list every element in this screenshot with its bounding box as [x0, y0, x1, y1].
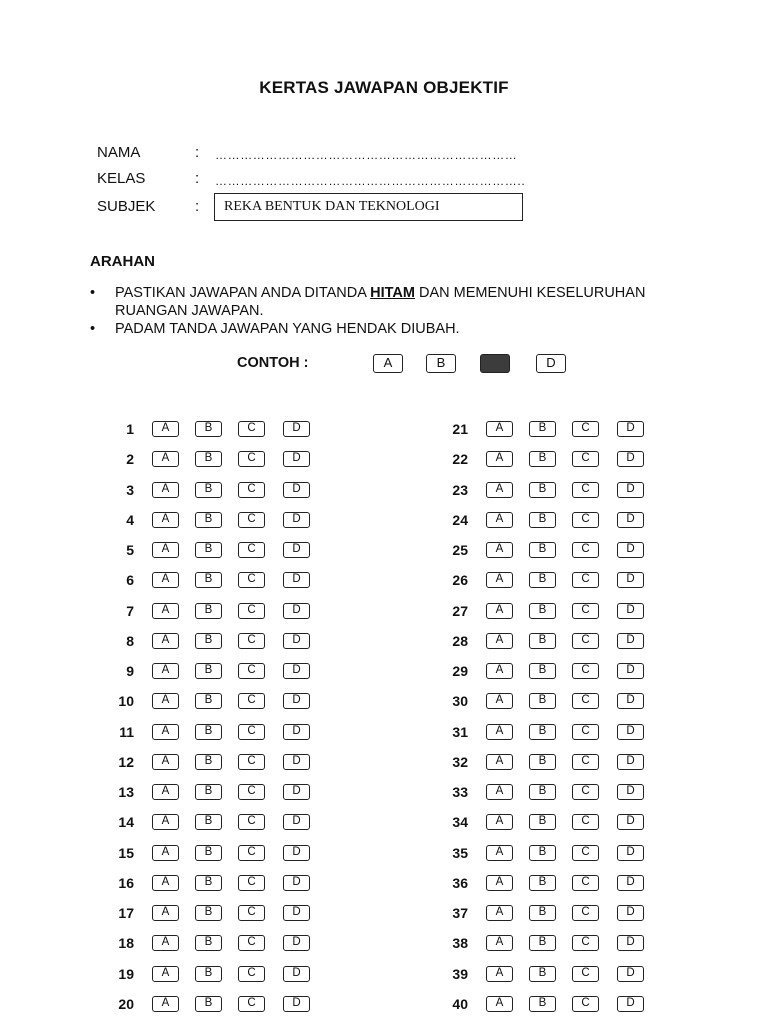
- answer-option-a[interactable]: A: [486, 724, 513, 740]
- question-number: 1: [126, 421, 134, 437]
- answer-option-d[interactable]: D: [617, 905, 644, 921]
- answer-option-c[interactable]: C: [238, 542, 265, 558]
- answer-option-b[interactable]: B: [529, 966, 556, 982]
- question-number: 4: [126, 512, 134, 528]
- answer-option-d[interactable]: D: [283, 451, 310, 467]
- answer-option-d[interactable]: D: [617, 572, 644, 588]
- answer-option-a[interactable]: A: [152, 633, 179, 649]
- answer-option-b[interactable]: B: [529, 482, 556, 498]
- answer-option-a[interactable]: A: [152, 482, 179, 498]
- answer-option-c[interactable]: C: [572, 784, 599, 800]
- example-option-c: [480, 354, 510, 373]
- answer-option-c[interactable]: C: [238, 482, 265, 498]
- answer-option-c[interactable]: C: [572, 603, 599, 619]
- example-option-b: B: [426, 354, 456, 373]
- answer-option-a[interactable]: A: [152, 542, 179, 558]
- kelas-colon: :: [195, 170, 200, 187]
- answer-option-c[interactable]: C: [238, 966, 265, 982]
- example-option-d: D: [536, 354, 566, 373]
- answer-option-b[interactable]: B: [529, 905, 556, 921]
- answer-option-c[interactable]: C: [238, 935, 265, 951]
- answer-option-b[interactable]: B: [529, 845, 556, 861]
- answer-option-c[interactable]: C: [238, 996, 265, 1012]
- answer-option-d[interactable]: D: [617, 482, 644, 498]
- answer-option-d[interactable]: D: [283, 784, 310, 800]
- answer-option-d[interactable]: D: [283, 875, 310, 891]
- answer-option-c[interactable]: C: [238, 633, 265, 649]
- answer-option-b[interactable]: B: [195, 482, 222, 498]
- answer-option-d[interactable]: D: [617, 875, 644, 891]
- answer-option-b[interactable]: B: [195, 633, 222, 649]
- answer-option-d[interactable]: D: [617, 633, 644, 649]
- answer-option-a[interactable]: A: [486, 633, 513, 649]
- answer-option-c[interactable]: C: [238, 603, 265, 619]
- arahan-heading: ARAHAN: [90, 253, 155, 270]
- question-number: 30: [452, 693, 468, 709]
- question-number: 12: [118, 754, 134, 770]
- answer-option-a[interactable]: A: [152, 572, 179, 588]
- answer-option-a[interactable]: A: [152, 421, 179, 437]
- answer-option-a[interactable]: A: [152, 935, 179, 951]
- nama-label: NAMA: [97, 144, 141, 161]
- answer-option-c[interactable]: C: [238, 905, 265, 921]
- answer-option-b[interactable]: B: [529, 421, 556, 437]
- answer-option-b[interactable]: B: [195, 572, 222, 588]
- answer-option-a[interactable]: A: [152, 875, 179, 891]
- question-number: 10: [118, 693, 134, 709]
- answer-option-c[interactable]: C: [572, 451, 599, 467]
- answer-option-b[interactable]: B: [195, 663, 222, 679]
- answer-option-b[interactable]: B: [529, 875, 556, 891]
- question-number: 26: [452, 572, 468, 588]
- instruction-text: PASTIKAN JAWAPAN ANDA DITANDA: [115, 285, 371, 301]
- question-number: 34: [452, 814, 468, 830]
- answer-option-b[interactable]: B: [195, 845, 222, 861]
- answer-option-d[interactable]: D: [283, 724, 310, 740]
- question-number: 7: [126, 603, 134, 619]
- answer-option-d[interactable]: D: [617, 421, 644, 437]
- answer-option-b[interactable]: B: [529, 663, 556, 679]
- instruction-text: PADAM TANDA JAWAPAN YANG HENDAK DIUBAH.: [115, 321, 460, 337]
- answer-option-c[interactable]: C: [238, 875, 265, 891]
- answer-option-c[interactable]: C: [572, 542, 599, 558]
- answer-option-d[interactable]: D: [283, 482, 310, 498]
- example-option-a: A: [373, 354, 403, 373]
- answer-option-a[interactable]: A: [152, 603, 179, 619]
- answer-option-c[interactable]: C: [572, 845, 599, 861]
- answer-option-d[interactable]: D: [283, 814, 310, 830]
- answer-option-c[interactable]: C: [238, 572, 265, 588]
- question-number: 5: [126, 542, 134, 558]
- answer-option-b[interactable]: B: [529, 572, 556, 588]
- answer-option-d[interactable]: D: [617, 935, 644, 951]
- answer-option-a[interactable]: A: [152, 693, 179, 709]
- answer-option-a[interactable]: A: [486, 784, 513, 800]
- answer-option-a[interactable]: A: [152, 451, 179, 467]
- answer-option-c[interactable]: C: [572, 572, 599, 588]
- question-number: 25: [452, 542, 468, 558]
- answer-option-a[interactable]: A: [486, 421, 513, 437]
- question-number: 22: [452, 451, 468, 467]
- answer-option-d[interactable]: D: [283, 754, 310, 770]
- answer-option-a[interactable]: A: [486, 451, 513, 467]
- bullet: •: [90, 321, 96, 337]
- answer-option-b[interactable]: B: [195, 451, 222, 467]
- answer-option-c[interactable]: C: [572, 875, 599, 891]
- question-number: 15: [118, 845, 134, 861]
- page-title: KERTAS JAWAPAN OBJEKTIF: [259, 78, 509, 97]
- question-number: 8: [126, 633, 134, 649]
- answer-option-b[interactable]: B: [195, 905, 222, 921]
- answer-option-c[interactable]: C: [572, 935, 599, 951]
- answer-option-a[interactable]: A: [486, 663, 513, 679]
- answer-option-b[interactable]: B: [529, 935, 556, 951]
- answer-option-d[interactable]: D: [283, 542, 310, 558]
- question-number: 38: [452, 935, 468, 951]
- answer-option-b[interactable]: B: [195, 784, 222, 800]
- answer-option-b[interactable]: B: [195, 421, 222, 437]
- question-number: 39: [452, 966, 468, 982]
- answer-option-c[interactable]: C: [572, 754, 599, 770]
- answer-option-a[interactable]: A: [486, 512, 513, 528]
- answer-option-c[interactable]: C: [238, 421, 265, 437]
- instruction-item: [90, 284, 690, 320]
- answer-option-a[interactable]: A: [152, 966, 179, 982]
- answer-option-b[interactable]: B: [195, 603, 222, 619]
- question-number: 19: [118, 966, 134, 982]
- answer-option-c[interactable]: C: [572, 966, 599, 982]
- answer-option-d[interactable]: D: [283, 996, 310, 1012]
- answer-option-a[interactable]: A: [486, 875, 513, 891]
- answer-option-b[interactable]: B: [529, 693, 556, 709]
- answer-option-b[interactable]: B: [529, 724, 556, 740]
- answer-option-d[interactable]: D: [283, 512, 310, 528]
- question-number: 9: [126, 663, 134, 679]
- answer-option-c[interactable]: C: [572, 905, 599, 921]
- answer-option-d[interactable]: D: [617, 966, 644, 982]
- answer-option-d[interactable]: D: [283, 572, 310, 588]
- question-number: 18: [118, 935, 134, 951]
- answer-option-c[interactable]: C: [238, 512, 265, 528]
- answer-option-c[interactable]: C: [572, 421, 599, 437]
- question-number: 40: [452, 996, 468, 1012]
- answer-option-d[interactable]: D: [617, 693, 644, 709]
- answer-option-d[interactable]: D: [283, 935, 310, 951]
- question-number: 28: [452, 633, 468, 649]
- answer-option-a[interactable]: A: [152, 845, 179, 861]
- question-number: 17: [118, 905, 134, 921]
- answer-option-c[interactable]: C: [238, 693, 265, 709]
- answer-option-c[interactable]: C: [238, 451, 265, 467]
- answer-option-d[interactable]: D: [617, 814, 644, 830]
- answer-option-b[interactable]: B: [529, 814, 556, 830]
- answer-option-c[interactable]: C: [572, 482, 599, 498]
- answer-option-d[interactable]: D: [617, 754, 644, 770]
- nama-colon: :: [195, 144, 200, 161]
- question-number: 31: [452, 724, 468, 740]
- answer-option-a[interactable]: A: [486, 814, 513, 830]
- answer-option-d[interactable]: D: [617, 845, 644, 861]
- nama-field[interactable]: ………………………………………………………………: [215, 148, 518, 162]
- answer-option-b[interactable]: B: [195, 754, 222, 770]
- instruction-text: DAN MEMENUHI KESELURUHAN RUANGAN JAWAPAN.: [115, 285, 646, 319]
- answer-option-d[interactable]: D: [283, 905, 310, 921]
- answer-option-b[interactable]: B: [529, 633, 556, 649]
- answer-option-b[interactable]: B: [195, 935, 222, 951]
- answer-option-d[interactable]: D: [283, 633, 310, 649]
- answer-option-d[interactable]: D: [283, 693, 310, 709]
- answer-option-a[interactable]: A: [486, 572, 513, 588]
- answer-option-d[interactable]: D: [617, 663, 644, 679]
- example-label: CONTOH :: [237, 355, 309, 371]
- answer-option-a[interactable]: A: [152, 663, 179, 679]
- answer-option-d[interactable]: D: [283, 421, 310, 437]
- question-number: 13: [118, 784, 134, 800]
- question-number: 16: [118, 875, 134, 891]
- answer-option-a[interactable]: A: [486, 845, 513, 861]
- answer-option-d[interactable]: D: [283, 845, 310, 861]
- question-number: 11: [119, 724, 134, 740]
- answer-option-d[interactable]: D: [617, 451, 644, 467]
- answer-option-b[interactable]: B: [529, 542, 556, 558]
- subjek-colon: :: [195, 198, 200, 215]
- answer-option-c[interactable]: C: [238, 663, 265, 679]
- answer-option-b[interactable]: B: [529, 512, 556, 528]
- answer-option-b[interactable]: B: [195, 875, 222, 891]
- answer-option-a[interactable]: A: [486, 603, 513, 619]
- answer-option-c[interactable]: C: [238, 814, 265, 830]
- answer-option-a[interactable]: A: [486, 905, 513, 921]
- kelas-field[interactable]: ………………………………………………………………..: [215, 174, 525, 188]
- answer-option-b[interactable]: B: [529, 603, 556, 619]
- answer-option-b[interactable]: B: [195, 693, 222, 709]
- answer-option-a[interactable]: A: [486, 754, 513, 770]
- answer-option-a[interactable]: A: [486, 935, 513, 951]
- question-number: 14: [118, 814, 134, 830]
- answer-option-d[interactable]: D: [283, 663, 310, 679]
- answer-option-d[interactable]: D: [617, 724, 644, 740]
- answer-option-c[interactable]: C: [238, 845, 265, 861]
- question-number: 33: [452, 784, 468, 800]
- question-number: 35: [452, 845, 468, 861]
- answer-option-d[interactable]: D: [617, 784, 644, 800]
- answer-option-a[interactable]: A: [152, 996, 179, 1012]
- bullet: •: [90, 285, 96, 301]
- answer-option-d[interactable]: D: [283, 603, 310, 619]
- answer-option-b[interactable]: B: [529, 784, 556, 800]
- answer-option-c[interactable]: C: [572, 814, 599, 830]
- kelas-label: KELAS: [97, 170, 146, 187]
- question-number: 3: [126, 482, 134, 498]
- answer-option-b[interactable]: B: [195, 542, 222, 558]
- answer-option-a[interactable]: A: [152, 724, 179, 740]
- answer-option-a[interactable]: A: [152, 784, 179, 800]
- question-number: 20: [118, 996, 134, 1012]
- answer-option-d[interactable]: D: [617, 603, 644, 619]
- answer-option-b[interactable]: B: [195, 512, 222, 528]
- answer-option-b[interactable]: B: [195, 724, 222, 740]
- answer-option-c[interactable]: C: [572, 512, 599, 528]
- answer-option-d[interactable]: D: [617, 996, 644, 1012]
- answer-option-b[interactable]: B: [195, 996, 222, 1012]
- answer-option-d[interactable]: D: [617, 542, 644, 558]
- question-number: 37: [452, 905, 468, 921]
- question-number: 6: [126, 572, 134, 588]
- answer-option-c[interactable]: C: [572, 996, 599, 1012]
- answer-option-a[interactable]: A: [152, 905, 179, 921]
- answer-option-a[interactable]: A: [486, 966, 513, 982]
- question-number: 2: [126, 451, 134, 467]
- question-number: 29: [452, 663, 468, 679]
- answer-option-a[interactable]: A: [486, 996, 513, 1012]
- question-number: 36: [452, 875, 468, 891]
- answer-option-b[interactable]: B: [529, 451, 556, 467]
- question-number: 27: [452, 603, 468, 619]
- answer-option-a[interactable]: A: [486, 482, 513, 498]
- answer-option-a[interactable]: A: [152, 512, 179, 528]
- instruction-list: [90, 284, 690, 338]
- answer-option-c[interactable]: C: [572, 633, 599, 649]
- instruction-item: [90, 320, 690, 338]
- answer-option-c[interactable]: C: [572, 693, 599, 709]
- subjek-field: REKA BENTUK DAN TEKNOLOGI: [214, 193, 523, 221]
- answer-option-c[interactable]: C: [238, 784, 265, 800]
- answer-option-c[interactable]: C: [238, 724, 265, 740]
- question-number: 24: [452, 512, 468, 528]
- answer-option-c[interactable]: C: [238, 754, 265, 770]
- answer-option-a[interactable]: A: [152, 754, 179, 770]
- answer-option-b[interactable]: B: [195, 966, 222, 982]
- answer-option-b[interactable]: B: [529, 754, 556, 770]
- question-number: 21: [452, 421, 468, 437]
- question-number: 23: [452, 482, 468, 498]
- subjek-label: SUBJEK: [97, 198, 156, 215]
- instruction-highlight: HITAM: [370, 285, 415, 301]
- answer-option-a[interactable]: A: [152, 814, 179, 830]
- answer-option-d[interactable]: D: [617, 512, 644, 528]
- answer-option-a[interactable]: A: [486, 542, 513, 558]
- answer-option-d[interactable]: D: [283, 966, 310, 982]
- answer-option-b[interactable]: B: [529, 996, 556, 1012]
- question-number: 32: [452, 754, 468, 770]
- answer-option-a[interactable]: A: [486, 693, 513, 709]
- answer-option-c[interactable]: C: [572, 724, 599, 740]
- answer-option-c[interactable]: C: [572, 663, 599, 679]
- answer-option-b[interactable]: B: [195, 814, 222, 830]
